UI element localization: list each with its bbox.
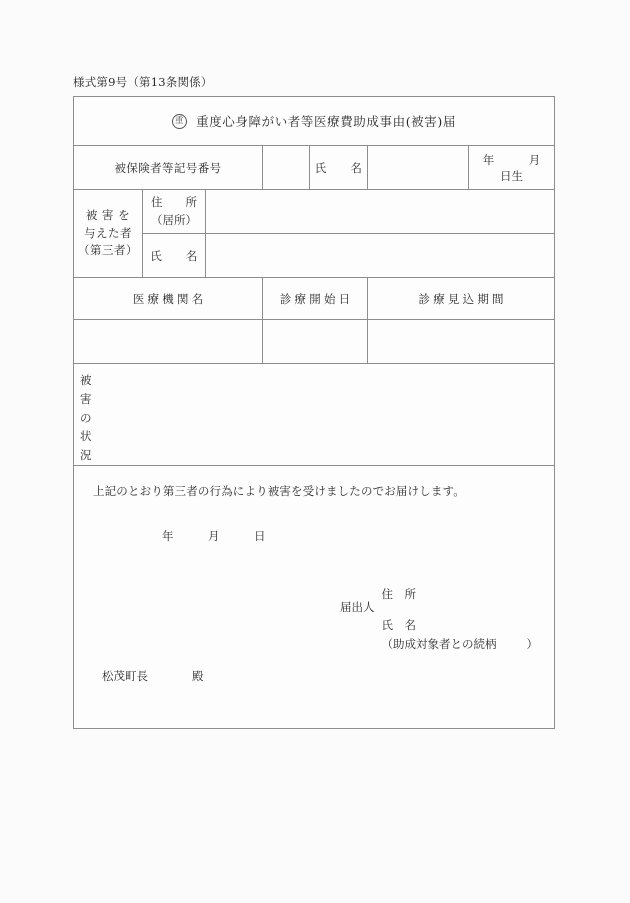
insured-name-label: 氏 名 (310, 146, 368, 190)
damage-status-char-1: 害 (80, 392, 92, 407)
third-party-label-line2: 与えた者 (84, 225, 132, 240)
insured-row (74, 146, 555, 190)
third-party-address-label-line1: 住 所 (151, 195, 197, 210)
insured-name-field[interactable] (368, 146, 469, 190)
declaration-text: 上記のとおり第三者の行為により被害を受けましたのでお届けします。 (93, 484, 465, 498)
third-party-address-field[interactable] (206, 190, 555, 234)
insured-birthdate-label[interactable]: 年 月 日生 (469, 146, 555, 190)
medical-institution-field[interactable] (74, 320, 263, 364)
damage-status-label (74, 364, 93, 464)
damage-status-char-4: 況 (80, 447, 92, 462)
signer-relation-label[interactable] (382, 635, 539, 654)
signer-name-label[interactable]: 氏 名 (381, 617, 416, 632)
third-party-label-line1: 被 害 を (85, 207, 131, 222)
form-title-text: 重度心身障がい者等医療費助成事由(被害)届 (196, 114, 456, 129)
addressee-line (102, 668, 204, 684)
damage-status-cell[interactable] (74, 364, 555, 466)
third-party-address-label-line2: （居所） (151, 212, 197, 227)
third-party-name-label: 氏 名 (143, 234, 206, 278)
signer-relation-open: （助成対象者との続柄 (381, 636, 497, 651)
third-party-address-row (74, 190, 555, 234)
addressee-honorific: 殿 (192, 669, 204, 683)
third-party-name-row (74, 234, 555, 278)
signer-block (340, 585, 538, 654)
medical-institution-header: 医療機関名 (74, 278, 263, 320)
title-row (74, 97, 555, 146)
treatment-start-header: 診療開始日 (263, 278, 368, 320)
insured-number-label: 被保険者等記号番号 (74, 146, 263, 190)
signer-relation-close: ） (526, 636, 538, 651)
third-party-group-label (74, 190, 143, 278)
damage-status-char-3: 状 (80, 429, 92, 444)
form-number: 様式第9号（第13条関係） (73, 75, 213, 89)
statement-row (74, 466, 555, 729)
damage-status-char-2: の (80, 410, 92, 425)
treatment-period-header: 診療見込期間 (368, 278, 555, 320)
signer-label: 届出人 (340, 600, 375, 614)
damage-status-row (74, 364, 555, 466)
medical-value-row (74, 320, 555, 364)
statement-cell (74, 466, 555, 729)
third-party-address-label (143, 190, 206, 234)
signer-address-label[interactable]: 住 所 (381, 587, 416, 601)
third-party-label-line3: （第三者） (78, 243, 138, 258)
damage-status-char-0: 被 (80, 373, 92, 388)
submission-date-line[interactable]: 年 月 日 (162, 529, 266, 543)
insured-number-field[interactable] (263, 146, 310, 190)
signer-fields (382, 585, 539, 654)
circled-jyu-icon: 重 (172, 114, 187, 129)
treatment-period-field[interactable] (368, 320, 555, 364)
addressee-name: 松茂町長 (102, 669, 148, 683)
medical-header-row (74, 278, 555, 320)
third-party-name-field[interactable] (206, 234, 555, 278)
signer-address-blank[interactable] (382, 604, 539, 616)
treatment-start-field[interactable] (263, 320, 368, 364)
main-form-table (73, 96, 575, 729)
form-title-cell (74, 97, 555, 146)
